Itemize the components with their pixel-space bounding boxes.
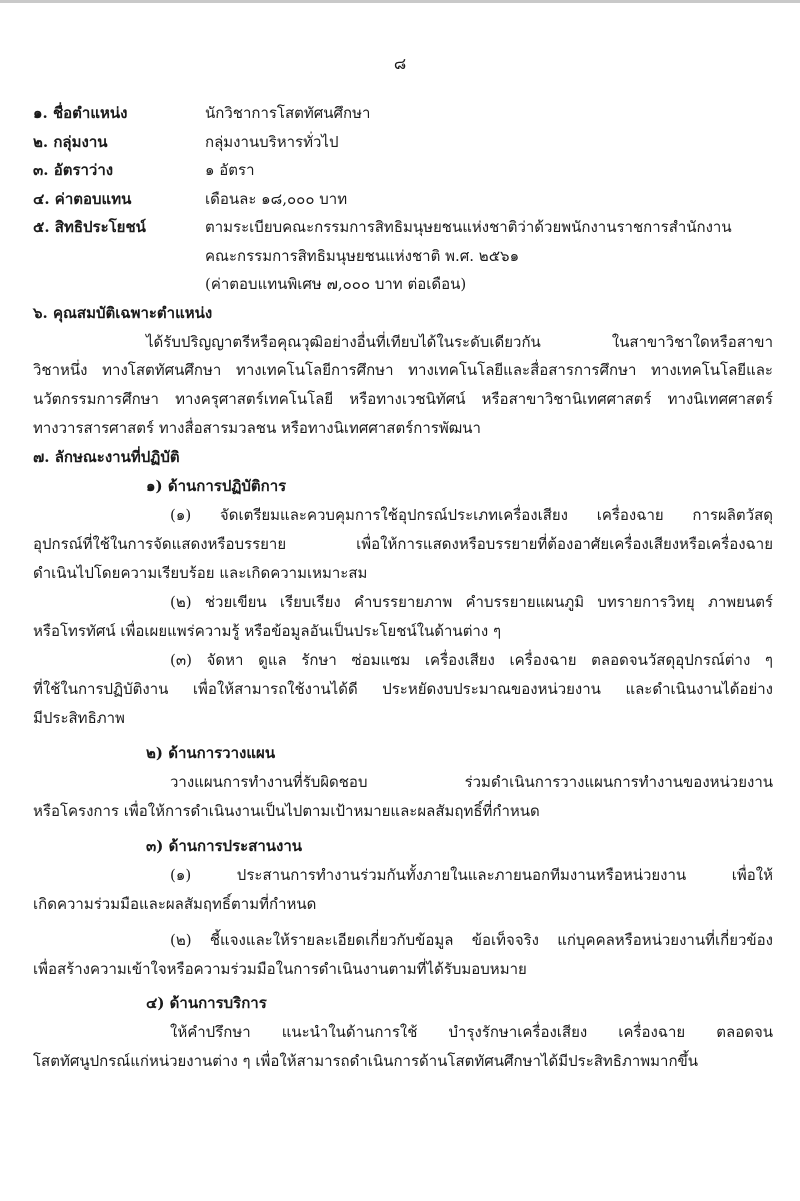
paragraph-line: มีประสิทธิภาพ [33, 709, 125, 727]
paragraph-line: (๒) ชี้แจงและให้รายละเอียดเกี่ยวกับข้อมูล ข้อเท็จจริง แก่บุคคลหรือหน่วยงานที่เกี่ยวข้อง [170, 931, 773, 949]
paragraph-line: หรือโครงการ เพื่อให้การดำเนินงานเป็นไปตามเป้าหมายและผลสัมฤทธิ์ที่กำหนด [33, 802, 540, 820]
field-value-line: (ค่าตอบแทนพิเศษ ๗,๐๐๐ บาท ต่อเดือน) [205, 275, 467, 293]
paragraph-line: (๒) ช่วยเขียน เรียบเรียง คำบรรยายภาพ คำบรรยายแผนภูมิ บทรายการวิทยุ ภาพยนตร์ [170, 593, 773, 611]
section-heading: ๗. ลักษณะงานที่ปฏิบัติ [33, 448, 180, 466]
paragraph-line: (๑) ประสานการทำงานร่วมกันทั้งภายในและภายนอกทีมงานหรือหน่วยงาน เพื่อให้ [170, 866, 773, 884]
paragraph-line: นวัตกรรมการศึกษา ทางครุศาสตร์เทคโนโลยี หรือทางเวชนิทัศน์ หรือสาขาวิชานิเทศศาสตร์ ทางนิเทศศาสตร์ [33, 390, 773, 408]
paragraph-line: วางแผนการทำงานที่รับผิดชอบ ร่วมดำเนินการวางแผนการทำงานของหน่วยงาน [170, 773, 773, 791]
subsection-heading: ๒) ด้านการวางแผน [146, 744, 276, 762]
paragraph-line: เพื่อสร้างความเข้าใจหรือความร่วมมือในการดำเนินงานตามที่ได้รับมอบหมาย [33, 960, 527, 978]
field-label: ๒. กลุ่มงาน [33, 133, 108, 151]
subsection-heading: ๔) ด้านการบริการ [146, 994, 267, 1012]
paragraph-line: (๑) จัดเตรียมและควบคุมการใช้อุปกรณ์ประเภทเครื่องเสียง เครื่องฉาย การผลิตวัสดุ [170, 506, 773, 524]
paragraph-line: ดำเนินไปโดยความเรียบร้อย และเกิดความเหมาะสม [33, 564, 368, 582]
paragraph-line: (๓) จัดหา ดูแล รักษา ซ่อมแซม เครื่องเสียง เครื่องฉาย ตลอดจนวัสดุอุปกรณ์ต่าง ๆ [170, 651, 773, 669]
subsection-heading: ๓) ด้านการประสานงาน [146, 837, 303, 855]
field-label: ๔. ค่าตอบแทน [33, 190, 132, 208]
subsection-heading: ๑) ด้านการปฏิบัติการ [146, 477, 287, 495]
section-heading: ๖. คุณสมบัติเฉพาะตำแหน่ง [33, 304, 213, 322]
paragraph-line: อุปกรณ์ที่ใช้ในการจัดแสดงหรือบรรยาย เพื่อให้การแสดงหรือบรรยายที่ต้องอาศัยเครื่องเสียงหรือเครื่องฉาย [33, 535, 773, 553]
field-value: เดือนละ ๑๘,๐๐๐ บาท [205, 190, 348, 208]
field-value: กลุ่มงานบริหารทั่วไป [205, 133, 339, 151]
field-label: ๕. สิทธิประโยชน์ [33, 218, 146, 236]
paragraph-line: ให้คำปรึกษา แนะนำในด้านการใช้ บำรุงรักษาเครื่องเสียง เครื่องฉาย ตลอดจน [170, 1023, 773, 1041]
field-value-line: คณะกรรมการสิทธิมนุษยชนแห่งชาติ พ.ศ. ๒๕๖๑ [205, 247, 520, 265]
paragraph-line: โสตทัศนูปกรณ์แก่หน่วยงานต่าง ๆ เพื่อให้สามารถดำเนินการด้านโสตทัศนศึกษาได้มีประสิทธิภาพมากขึ้น [33, 1052, 699, 1070]
field-value-line: ตามระเบียบคณะกรรมการสิทธิมนุษยชนแห่งชาติว่าด้วยพนักงานราชการสำนักงาน [205, 218, 732, 236]
paragraph-line: ทางวารสารศาสตร์ ทางสื่อสารมวลชน หรือทางนิเทศศาสตร์การพัฒนา [33, 419, 481, 437]
scan-edge [0, 0, 800, 3]
paragraph-line: ที่ใช้ในการปฏิบัติงาน เพื่อให้สามารถใช้งานได้ดี ประหยัดงบประมาณของหน่วยงาน และดำเนินงานได้อย่าง [33, 680, 773, 698]
paragraph-line: เกิดความร่วมมือและผลสัมฤทธิ์ตามที่กำหนด [33, 895, 317, 913]
field-value: ๑ อัตรา [205, 161, 255, 179]
page-number: ๘ [393, 54, 407, 73]
field-label: ๑. ชื่อตำแหน่ง [33, 104, 128, 122]
paragraph-line: วิชาหนึ่ง ทางโสตทัศนศึกษา ทางเทคโนโลยีการศึกษา ทางเทคโนโลยีและสื่อสารการศึกษา ทางเทคโนโลยีและ [33, 361, 773, 379]
field-value: นักวิชาการโสตทัศนศึกษา [205, 104, 371, 122]
field-label: ๓. อัตราว่าง [33, 161, 114, 179]
paragraph-line: หรือโทรทัศน์ เพื่อเผยแพร่ความรู้ หรือข้อมูลอันเป็นประโยชน์ในด้านต่าง ๆ [33, 622, 502, 640]
paragraph-line: ได้รับปริญญาตรีหรือคุณวุฒิอย่างอื่นที่เทียบได้ในระดับเดียวกัน ในสาขาวิชาใดหรือสาขา [146, 333, 773, 351]
